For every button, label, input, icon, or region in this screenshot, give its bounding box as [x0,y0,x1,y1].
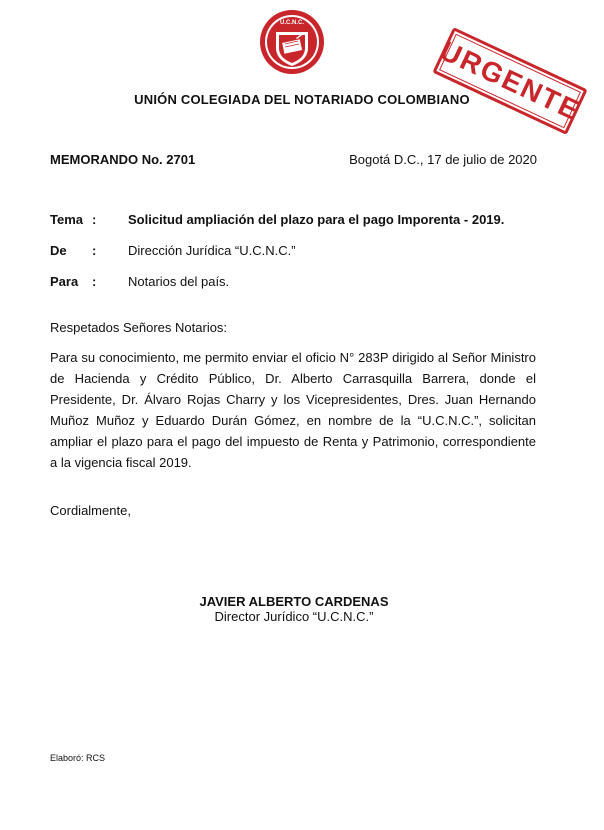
field-para-value: Notarios del país. [128,274,230,289]
urgent-stamp [432,27,587,135]
memo-number: MEMORANDO No. 2701 [50,152,196,167]
field-tema-value: Solicitud ampliación del plazo para el pago Imporenta - 2019. [128,212,505,227]
place-date: Bogotá D.C., 17 de julio de 2020 [349,152,537,167]
signature-title: Director Jurídico “U.C.N.C.” [214,609,374,624]
field-tema-key: Tema [50,212,83,227]
field-de-value: Dirección Jurídica “U.C.N.C.” [128,243,296,258]
field-de-key: De [50,243,67,258]
ucnc-shield-logo-icon [258,8,326,76]
elaborated-by: Elaboró: RCS [50,753,106,763]
urgent-stamp-text: URGENTE [435,34,586,127]
field-para-sep: : [92,274,97,289]
greeting: Respetados Señores Notarios: [50,320,228,335]
field-tema-sep: : [92,212,97,227]
body-paragraph: Para su conocimiento, me permito enviar el oficio N° 283P dirigido al Señor Ministro de Hacienda y Crédito Público, Dr. Alberto Carrasquilla Barrera, donde el Presidente, Dr. Álvaro Rojas Charry y los Vicepresidentes, Dres. Juan Hernando Muñoz Muñoz y Eduardo Durán Gómez, en nombre de la “U.C.N.C.”, solicitan ampliar el plazo para el pago del impuesto de Renta y Patrimonio, correspondiente a la vigencia fiscal 2019. [50,350,536,470]
field-para-key: Para [50,274,79,289]
organization-name: UNIÓN COLEGIADA DEL NOTARIADO COLOMBIANO [134,92,470,107]
logo-text: U.C.N.C. [280,20,304,26]
closing: Cordialmente, [50,503,131,518]
field-de-sep: : [92,243,97,258]
signature-name: JAVIER ALBERTO CARDENAS [199,594,389,609]
